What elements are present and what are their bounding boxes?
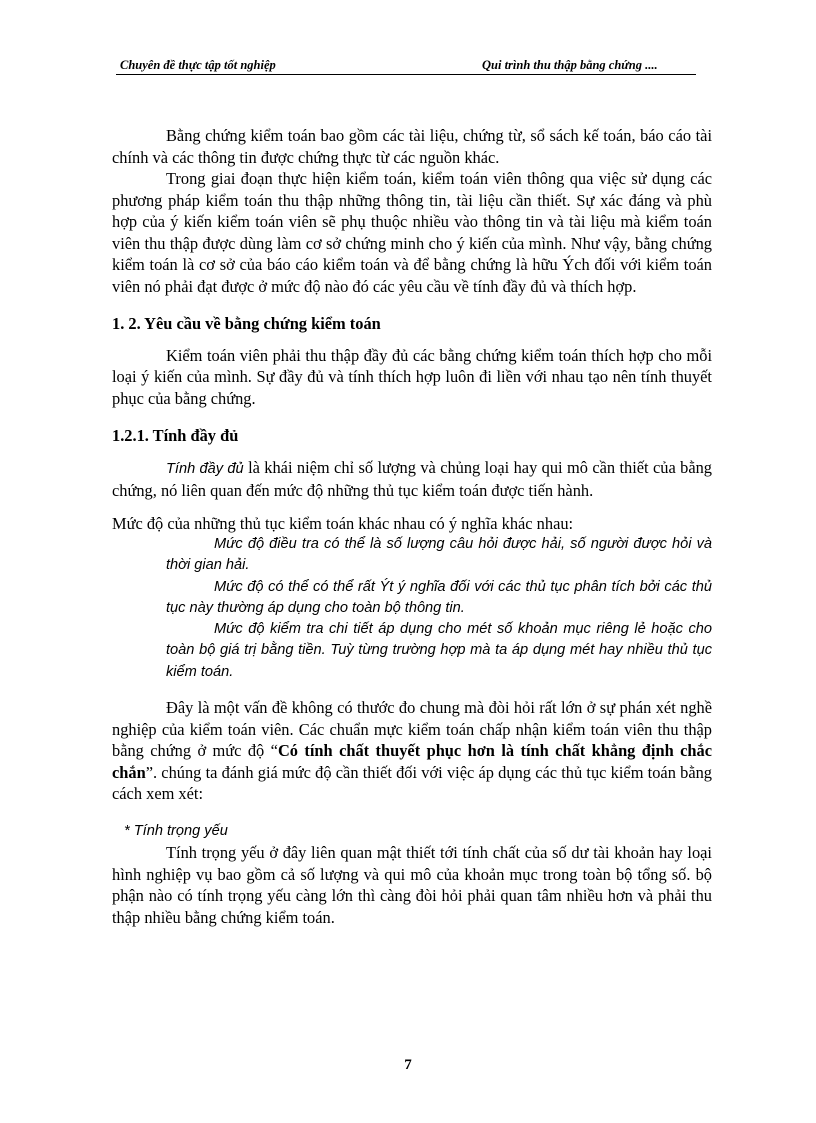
paragraph-3: Kiểm toán viên phải thu thập đầy đủ các bằng chứng kiểm toán thích hợp cho mỗi loại ý kiến của mình. Sự đầy đủ và tính thích hợp luôn đi liền với nhau tạo nên tính thuyết phục của bằng chứng.: [112, 345, 712, 408]
paragraph-6-part-b: ”. chúng ta đánh giá mức độ cần thiết đối với việc áp dụng các thủ tục kiểm toán bằng cách xem xét:: [112, 762, 712, 804]
extent-list: [112, 534, 712, 683]
term-tinh-day-du: Tính đầy đủ: [166, 460, 244, 477]
section-heading-1-2-1: 1.2.1. Tính đầy đủ: [112, 426, 239, 445]
paragraph-1: Bằng chứng kiểm toán bao gồm các tài liệu, chứng từ, sổ sách kế toán, báo cáo tài chính và các thông tin được chứng thực từ các nguồn khác.: [112, 126, 712, 167]
paragraph-7: Tính trọng yếu ở đây liên quan mật thiết tới tính chất của số dư tài khoản hay loại hình nghiệp vụ bao gồm cả số lượng và qui mô của khoản mục trong toàn bộ tổng số. bộ phận nào có tính trọng yếu càng lớn thì càng đòi hỏi phải quan tâm nhiều hơn và phải thu thập nhiều bằng chứng kiểm toán.: [112, 843, 712, 927]
paragraph-6-part-a: Đây là một vấn đề không có thước đo chung mà đòi hỏi rất lớn ở sự phán xét nghề nghiệp của kiểm toán viên. Các chuẩn mực kiểm toán chấp nhận kiểm toán viên thu thập bằng chứng ở mức độ “: [112, 698, 712, 761]
paragraph-4-rest: là khái niệm chỉ số lượng và chủng loại hay qui mô cần thiết của bằng chứng, nó liên quan đến mức độ những thủ tục kiểm toán được tiến hành.: [112, 457, 712, 500]
header-rule: [116, 74, 696, 75]
header-right-title: Qui trình thu thập bằng chứng ....: [482, 58, 658, 72]
paragraph-2: Trong giai đoạn thực hiện kiểm toán, kiểm toán viên thông qua việc sử dụng các phương pháp kiểm toán thu thập những thông tin, tài liệu cần thiết. Sự xác đáng và phù hợp của ý kiến kiểm toán viên sẽ phụ thuộc nhiều vào thông tin và tài liệu mà kiểm toán viên thu thập được dùng làm cơ sở chứng minh cho ý kiến của mình. Như vậy, bằng chứng kiểm toán là cơ sở của báo cáo kiểm toán và để bằng chứng là hữu Ých đối với kiểm toán viên nó phải đạt được ở mức độ nào đó các yêu cầu về tính đầy đủ và thích hợp.: [112, 169, 712, 296]
subheading-tinh-trong-yeu: * Tính trọng yếu: [124, 822, 228, 839]
list-item: Mức độ kiểm tra chi tiết áp dụng cho mét số khoản mục riêng lẻ hoặc cho toàn bộ giá trị bằng tiền. Tuỳ từng trường hợp mà ta áp dụng mét hay nhiều thủ tục kiểm toán.: [166, 621, 712, 680]
body-text: [112, 125, 712, 928]
list-item: Mức độ điều tra có thể là số lượng câu hỏi được hải, số người được hỏi và thời gian hải.: [166, 536, 712, 574]
paragraph-5: Mức độ của những thủ tục kiểm toán khác nhau có ý nghĩa khác nhau:: [112, 513, 574, 533]
section-heading-1-2: 1. 2. Yêu cầu về bằng chứng kiểm toán: [112, 314, 381, 333]
header-left-title: Chuyên đề thực tập tốt nghiệp: [120, 58, 276, 72]
running-header: [116, 58, 696, 76]
paragraph-6-emphasis: Có tính chất thuyết phục hơn là tính chất khẳng định chắc chắn: [112, 741, 712, 782]
page-number: 7: [404, 1057, 412, 1073]
paragraph-6: [112, 697, 712, 805]
paragraph-4: [112, 457, 712, 502]
list-item: Mức độ có thể có thể rất Ýt ý nghĩa đối với các thủ tục phân tích bởi các thủ tục này thường áp dụng cho toàn bộ thông tin.: [166, 578, 712, 616]
